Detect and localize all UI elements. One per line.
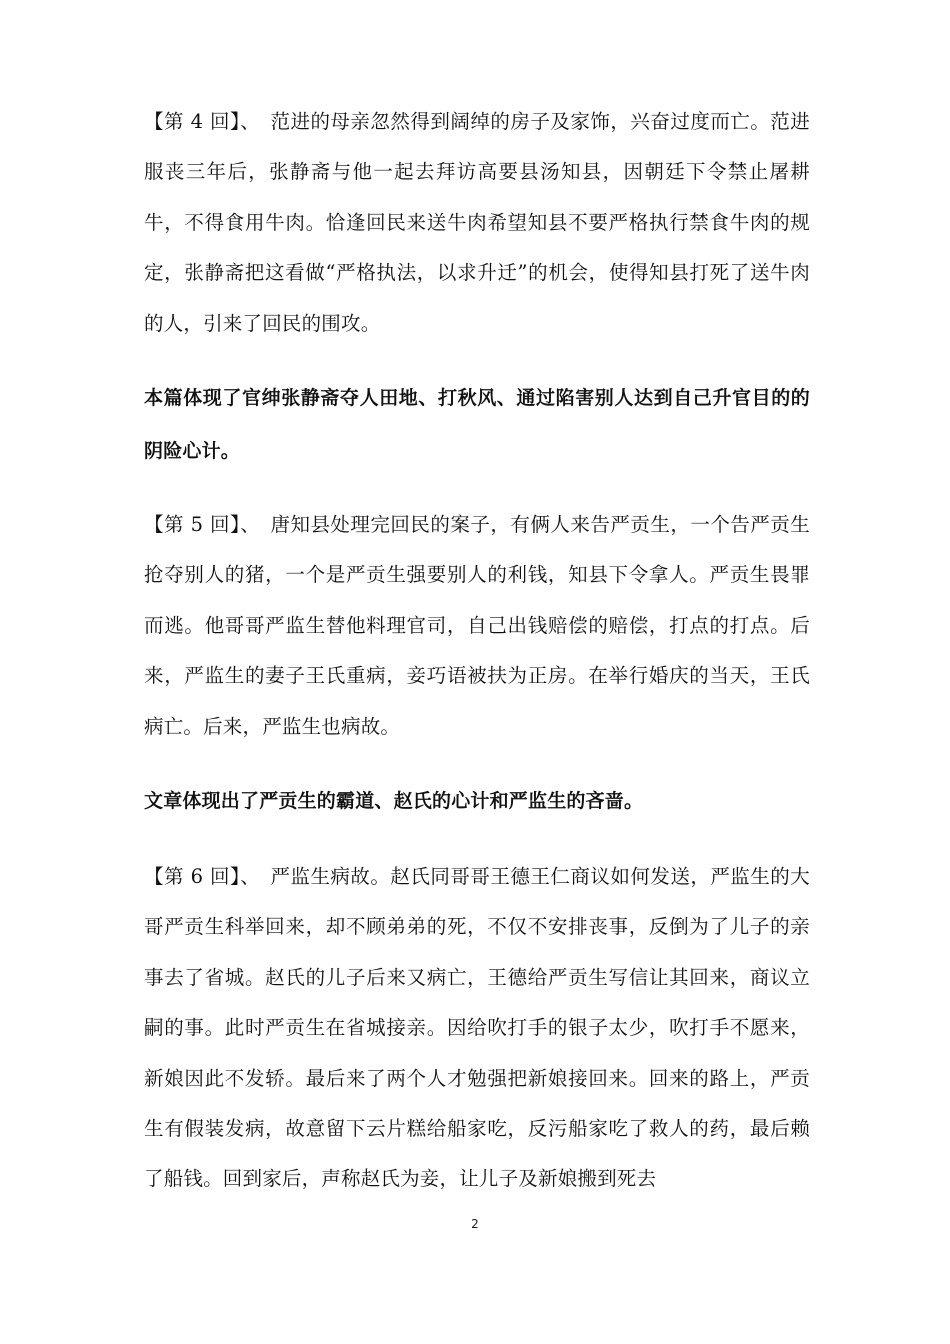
- page-number: 2: [471, 1217, 479, 1231]
- paragraph-chapter-4-summary: 本篇体现了官绅张静斋夺人田地、打秋风、通过陷害别人达到自己升官目的的阴险心计。: [144, 387, 810, 462]
- paragraph-chapter-6: 【第 6 回】、 严监生病故。赵氏同哥哥王德王仁商议如何发送，严监生的大哥严贡生科举回来，却不顾弟弟的死，不仅不安排丧事，反倒为了儿子的亲事去了省城。赵氏的儿子后来又病亡，王德给严贡生写信让其回来，商议立嗣的事。此时严贡生在省城接亲。因给吹打手的银子太少，吹打手不愿来，新娘因此不发轿。最后来了两个人才勉强把新娘接回来。回来的路上，严贡生有假装发病，故意留下云片糕给船家吃，反污船家吃了救人的药，最后赖了船钱。回到家后，声称赵氏为妾，让儿子及新娘搬到死去: [144, 865, 810, 1191]
- paragraph-chapter-5-summary: 文章体现出了严贡生的霸道、赵氏的心计和严监生的吝啬。: [144, 790, 644, 812]
- paragraph-chapter-4: 【第 4 回】、 范进的母亲忽然得到阔绰的房子及家饰，兴奋过度而亡。范进服丧三年后，张静斋与他一起去拜访高要县汤知县，因朝廷下令禁止屠耕牛，不得食用牛肉。恰逢回民来送牛肉希望知县不要严格执行禁食牛肉的规定，张静斋把这看做“严格执法，以求升迁”的机会，使得知县打死了送牛肉的人，引来了回民的围攻。: [144, 110, 810, 335]
- paragraph-chapter-5: 【第 5 回】、 唐知县处理完回民的案子，有俩人来告严贡生，一个告严贡生抢夺别人的猪，一个是严贡生强要别人的利钱，知县下令拿人。严贡生畏罪而逃。他哥哥严监生替他料理官司，自己出钱赔偿的赔偿，打点的打点。后来，严监生的妻子王氏重病，妾巧语被扶为正房。在举行婚庆的当天，王氏病亡。后来，严监生也病故。: [144, 513, 810, 738]
